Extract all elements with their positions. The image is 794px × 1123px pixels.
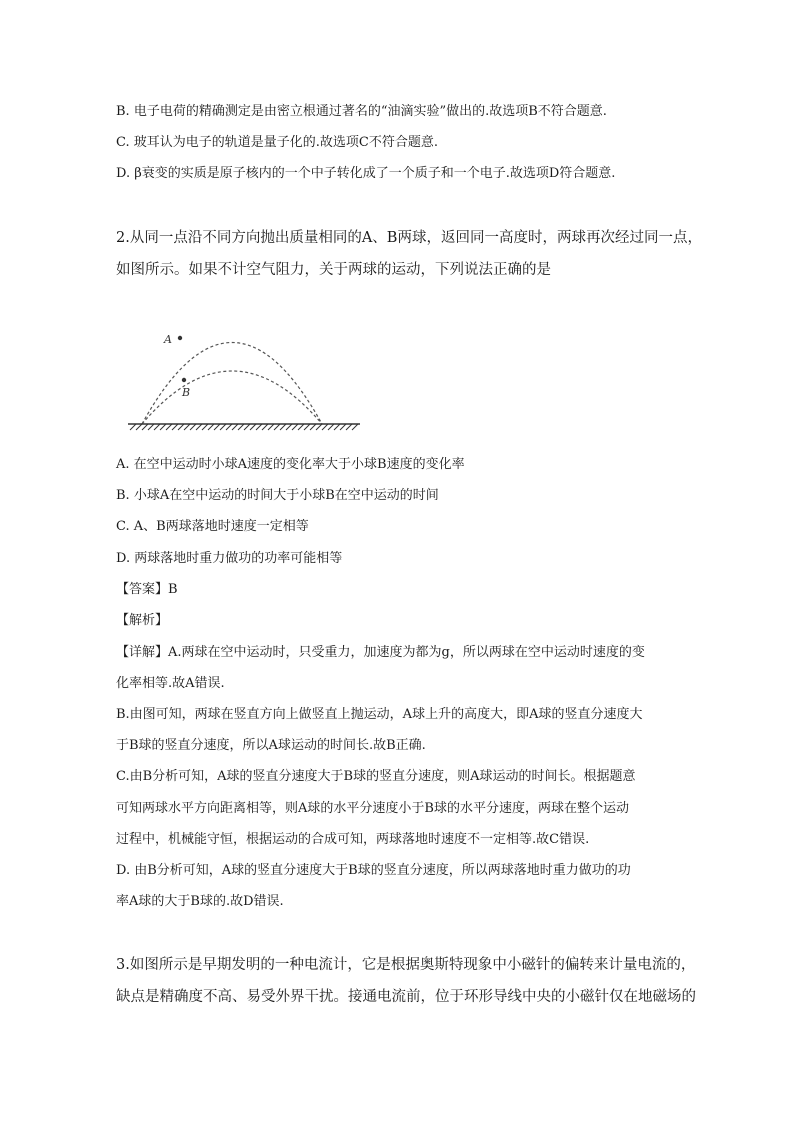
projectile-figure: [124, 298, 374, 438]
ground-hatching: [130, 424, 358, 430]
choice-b-text: B. 小球A在空中运动的时间大于小球B在空中运动的时间: [116, 488, 439, 503]
detail-a-line-2: 化率相等.故A错误.: [116, 676, 225, 691]
question-3-line-1: 3.如图所示是早期发明的一种电流计，它是根据奥斯特现象中小磁针的偏转来计量电流的，: [116, 957, 696, 973]
detail-c-line-2: 可知两球水平方向距离相等，则A球的水平分速度小于B球的水平分速度，两球在整个运动: [116, 801, 629, 816]
choice-d-text: D. 两球落地时重力做功的功率可能相等: [116, 551, 343, 566]
detail-d-line-2: 率A球的大于B球的.故D错误.: [116, 894, 284, 909]
detail-b-line-2: 于B球的竖直分速度，所以A球运动的时间长.故B正确.: [116, 738, 426, 753]
trajectory-b: [142, 371, 322, 424]
option-b-text: B. 电子电荷的精确测定是由密立根通过著名的“油滴实验”做出的.故选项B不符合题意.: [116, 104, 607, 119]
option-c-text: C. 玻耳认为电子的轨道是量子化的.故选项C不符合题意.: [116, 135, 438, 150]
choice-a-text: A. 在空中运动时小球A速度的变化率大于小球B速度的变化率: [116, 457, 465, 472]
detail-a-line-1: 【详解】A.两球在空中运动时，只受重力，加速度为都为g，所以两球在空中运动时速度的变: [116, 645, 645, 660]
question-2-line-2: 如图所示。如果不计空气阻力，关于两球的运动，下列说法正确的是: [116, 262, 551, 278]
label-b: B: [182, 386, 191, 399]
analysis-heading: 【解析】: [116, 613, 169, 628]
detail-d-line-1: D. 由B分析可知，A球的竖直分速度大于B球的竖直分速度，所以两球落地时重力做功的功: [116, 863, 631, 878]
label-a: A: [164, 333, 172, 346]
detail-c-line-3: 过程中，机械能守恒，根据运动的合成可知，两球落地时速度不一定相等.故C错误.: [116, 832, 590, 847]
detail-c-line-1: C.由B分析可知，A球的竖直分速度大于B球的竖直分速度，则A球运动的时间长。根据题意: [116, 769, 636, 784]
trajectory-a: [142, 343, 322, 425]
ball-b-marker: [182, 378, 186, 382]
projectile-diagram: [124, 298, 374, 438]
option-d-text: D. β衰变的实质是原子核内的一个中子转化成了一个质子和一个电子.故选项D符合题意.: [116, 166, 616, 181]
question-2-line-1: 2.从同一点沿不同方向抛出质量相同的A、B两球，返回同一高度时，两球再次经过同一点，: [116, 230, 702, 246]
ball-a-marker: [178, 336, 182, 340]
question-3-line-2: 缺点是精确度不高、易受外界干扰。接通电流前，位于环形导线中央的小磁针仅在地磁场的: [116, 989, 696, 1005]
answer-heading: 【答案】B: [116, 582, 178, 597]
detail-b-line-1: B.由图可知，两球在竖直方向上做竖直上抛运动，A球上升的高度大，即A球的竖直分速度大: [116, 707, 643, 722]
choice-c-text: C. A、B两球落地时速度一定相等: [116, 519, 309, 534]
